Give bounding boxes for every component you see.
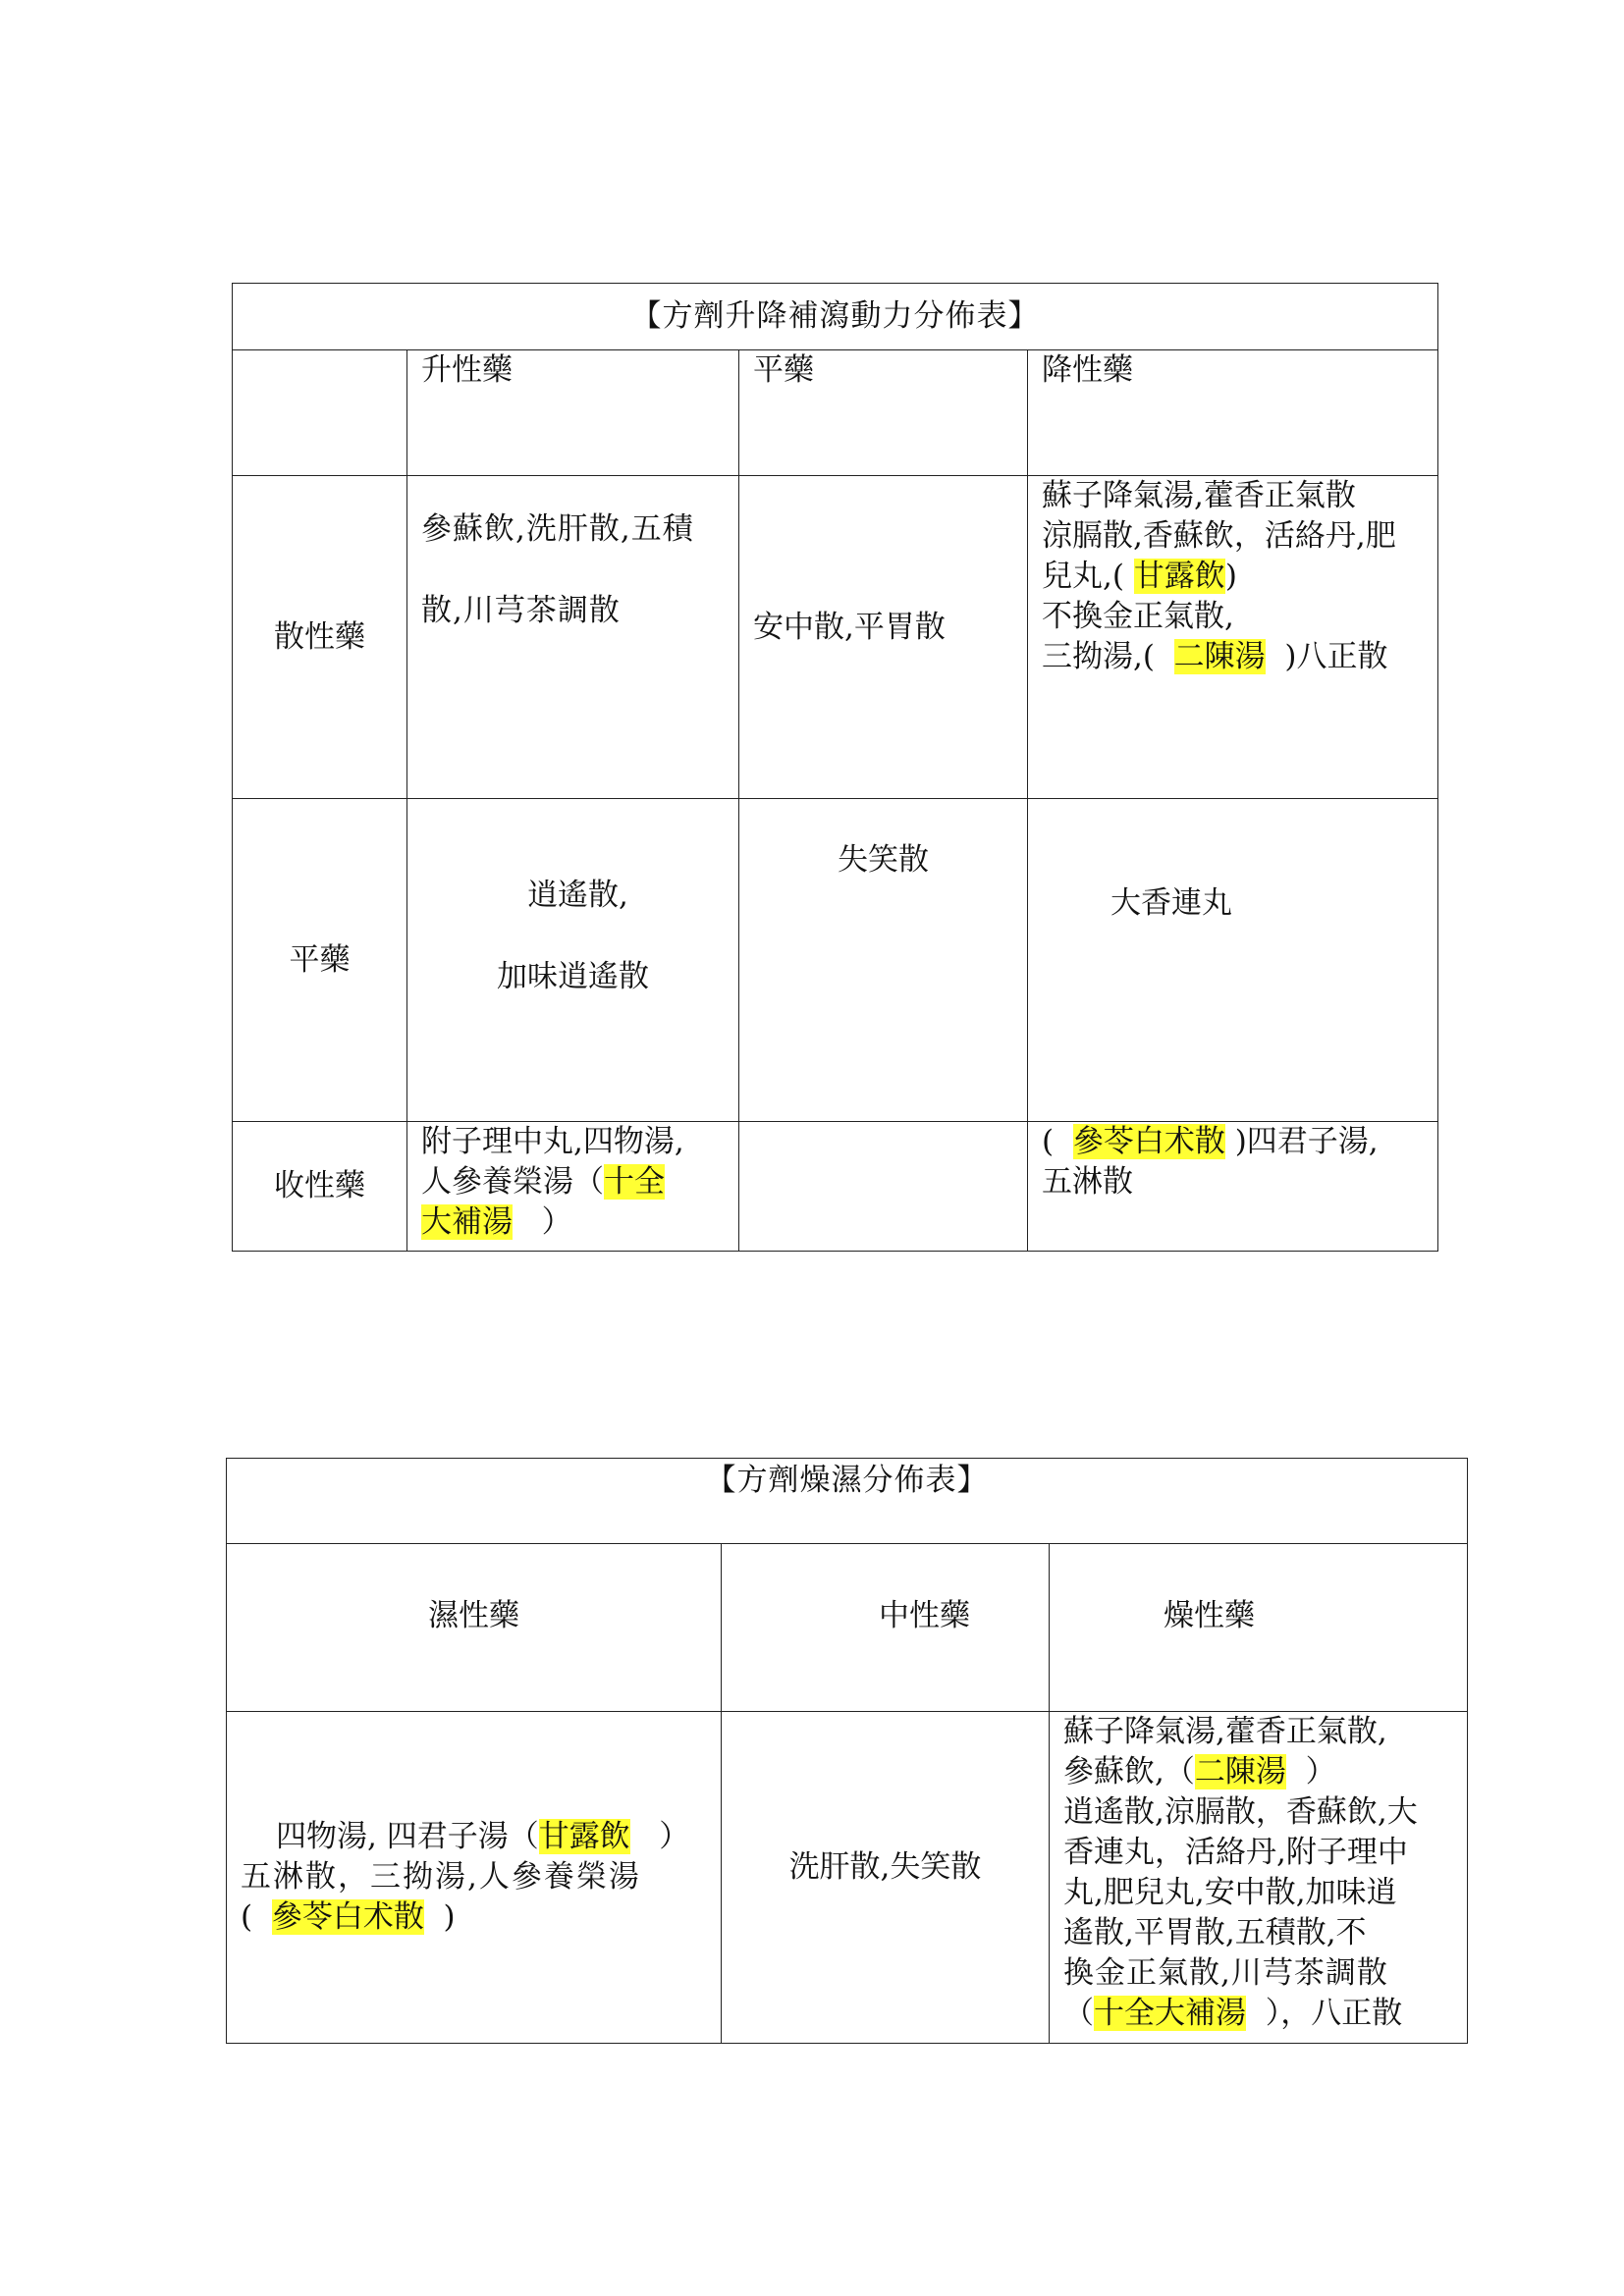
text-segment: ），八正散	[1265, 1996, 1403, 2031]
table1-title: 【方劑升降補瀉動力分佈表】	[233, 284, 1438, 350]
dry-line8	[1063, 1994, 1453, 2034]
text-segment: 人參養榮湯（	[421, 1164, 604, 1200]
astringent-rise-line3	[421, 1202, 725, 1243]
disperse-neutral-text: 安中散,平胃散	[753, 609, 946, 645]
header-wet-label: 濕性藥	[428, 1597, 519, 1633]
cell-astringent-fall	[1028, 1122, 1438, 1252]
cell-astringent-neutral	[739, 1122, 1028, 1252]
header-wet	[227, 1544, 722, 1712]
wet-line1	[241, 1817, 707, 1857]
neutral-neutral-text: 失笑散	[838, 842, 929, 878]
highlight-erchen-tang: 二陳湯	[1194, 1754, 1286, 1789]
paren-open: (	[241, 1899, 253, 1935]
paren-close: ）	[1305, 1754, 1336, 1789]
astringent-fall-line1	[1042, 1122, 1424, 1162]
header-neutral: 平藥	[739, 350, 1028, 476]
highlight-dabu-tang: 大補湯	[421, 1204, 513, 1240]
header-dry	[1050, 1544, 1468, 1712]
dry-line1: 蘇子降氣湯,藿香正氣散,	[1063, 1714, 1387, 1749]
mid-text: 洗肝散,失笑散	[788, 1849, 982, 1885]
paren-open: （	[1063, 1996, 1094, 2031]
row-label-dispersing: 散性藥	[233, 476, 407, 799]
astringent-rise-line2	[421, 1162, 725, 1202]
paren-open: 兒丸,(	[1042, 559, 1124, 594]
cell-disperse-rise	[407, 476, 739, 799]
dry-line3: 逍遙散,涼膈散，香蘇飲,大	[1063, 1794, 1418, 1830]
wet-line3	[241, 1897, 707, 1938]
highlight-shenling-baizhu: 參苓白术散	[1072, 1124, 1225, 1159]
table1-corner-cell	[233, 350, 407, 476]
cell-mid	[722, 1712, 1050, 2044]
dry-wet-table	[226, 1458, 1468, 2044]
header-mid-label: 中性藥	[879, 1597, 970, 1633]
disperse-fall-line3	[1042, 557, 1424, 597]
cell-astringent-rise	[407, 1122, 739, 1252]
row-label-astringent: 收性藥	[233, 1122, 407, 1252]
cell-disperse-neutral	[739, 476, 1028, 799]
highlight-erchen-tang: 二陳湯	[1173, 639, 1266, 674]
cell-dry	[1050, 1712, 1468, 2044]
dry-line4: 香連丸，活絡丹,附子理中	[1063, 1835, 1408, 1870]
header-mid	[722, 1544, 1050, 1712]
highlight-ganlu-yin: 甘露飲	[1133, 559, 1225, 594]
cell-wet	[227, 1712, 722, 2044]
cell-neutral-fall	[1028, 799, 1438, 1122]
disperse-rise-line2: 散,川芎茶調散	[421, 593, 621, 628]
highlight-shiquan: 十全	[604, 1164, 665, 1200]
disperse-fall-line4: 不換金正氣散,	[1042, 599, 1234, 634]
disperse-rise-line1: 參蘇飲,洗肝散,五積	[421, 511, 694, 547]
cell-neutral-rise	[407, 799, 739, 1122]
astringent-fall-line2: 五淋散	[1042, 1164, 1133, 1200]
header-rising: 升性藥	[407, 350, 739, 476]
text-segment: )八正散	[1284, 639, 1388, 674]
paren-close: ）	[541, 1204, 572, 1240]
text-segment: 四物湯, 四君子湯（	[276, 1819, 539, 1854]
neutral-rise-line1: 逍遙散,	[527, 878, 628, 913]
dry-line7: 換金正氣散,川芎茶調散	[1063, 1955, 1388, 1991]
text-segment: 參蘇飲,（	[1063, 1754, 1195, 1789]
dry-line2	[1063, 1752, 1453, 1792]
lift-descend-table	[232, 283, 1438, 1252]
disperse-fall-line1: 蘇子降氣湯,藿香正氣散	[1042, 478, 1356, 513]
row-label-neutral: 平藥	[233, 799, 407, 1122]
wet-line2: 五淋散，三拗湯,人參養榮湯	[241, 1859, 641, 1895]
highlight-ganlu-yin: 甘露飲	[538, 1819, 630, 1854]
table2-title: 【方劑燥濕分佈表】	[227, 1459, 1468, 1544]
header-dry-label: 燥性藥	[1164, 1597, 1255, 1633]
highlight-shiquan-dabu: 十全大補湯	[1094, 1996, 1246, 2031]
dry-line5: 丸,肥兒丸,安中散,加味逍	[1063, 1875, 1397, 1910]
cell-neutral-neutral	[739, 799, 1028, 1122]
dry-line6: 遙散,平胃散,五積散,不	[1063, 1915, 1367, 1950]
disperse-fall-line2: 涼膈散,香蘇飲，活絡丹,肥	[1042, 518, 1396, 554]
text-segment: 三拗湯,(	[1042, 639, 1155, 674]
header-descending: 降性藥	[1028, 350, 1438, 476]
paren-open: (	[1042, 1124, 1055, 1159]
neutral-rise-line2: 加味逍遙散	[497, 959, 649, 994]
paren-close: ）	[659, 1819, 690, 1854]
cell-disperse-fall	[1028, 476, 1438, 799]
text-segment: )四君子湯,	[1234, 1124, 1379, 1159]
paren-close: )	[443, 1899, 456, 1935]
neutral-fall-text: 大香連丸	[1110, 885, 1232, 921]
paren-close: )	[1224, 559, 1237, 594]
highlight-shenling-baizhu: 參苓白术散	[271, 1899, 424, 1935]
disperse-fall-line5	[1042, 637, 1424, 677]
astringent-rise-line1: 附子理中丸,四物湯,	[421, 1124, 684, 1159]
